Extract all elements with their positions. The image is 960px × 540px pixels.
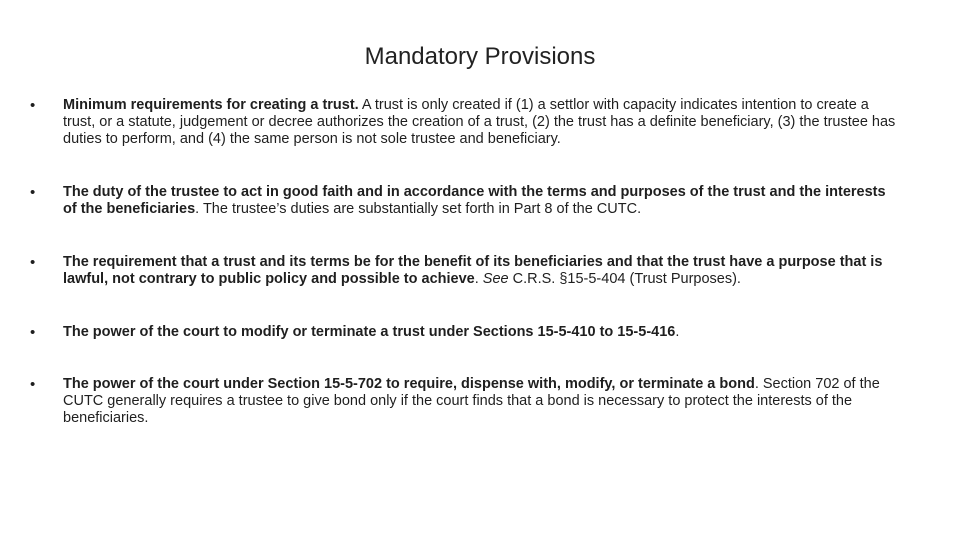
slide-title: Mandatory Provisions (364, 43, 596, 70)
bullet-text: . (474, 271, 483, 287)
bullet-heading: The power of the court to modify or terminate a trust under Sections 15-5-410 to 15-5-416 (63, 324, 676, 340)
bullet-item-court-bond-power (30, 376, 900, 427)
bullet-heading: The power of the court under Section 15-5-702 to require, dispense with, modify, or terminate a bond (63, 376, 755, 392)
bullet-item-creation-requirements (30, 97, 900, 148)
bullet-text: . The trustee’s duties are substantially set forth in Part 8 of the CUTC. (195, 201, 642, 217)
bullet-heading: Minimum requirements for creating a trust. (63, 97, 359, 113)
bullet-heading: The duty of the trustee to act in good faith and in accordance with the terms and purposes of the trust and the interests of the beneficiaries (63, 184, 886, 217)
bullet-text: A trust is only created if (1) a settlor with capacity indicates intention to create a trust, or a statute, judgement or decree authorizes the creation of a trust, (2) the trust has a definite beneficiary, (3) the trustee has duties to perform, and (4) the same person is not sole trustee and beneficiary. (63, 97, 896, 147)
bullet-heading: The requirement that a trust and its terms be for the benefit of its beneficiaries and that the trust have a purpose that is lawful, not contrary to public policy and possible to achieve (63, 254, 883, 287)
bullet-italic-text: See (482, 271, 509, 287)
bullet-text: . (675, 324, 680, 340)
bullet-text-continued: C.R.S. §15-5-404 (Trust Purposes). (508, 271, 741, 287)
bullet-item-court-modify-power (30, 324, 900, 341)
bullet-list (30, 97, 900, 427)
bullet-item-benefit-requirement (30, 254, 900, 288)
bullet-text: . Section 702 of the CUTC generally requires a trustee to give bond only if the court finds that a bond is necessary to protect the interests of the beneficiaries. (63, 376, 880, 426)
bullet-item-duty-of-trustee (30, 184, 900, 218)
